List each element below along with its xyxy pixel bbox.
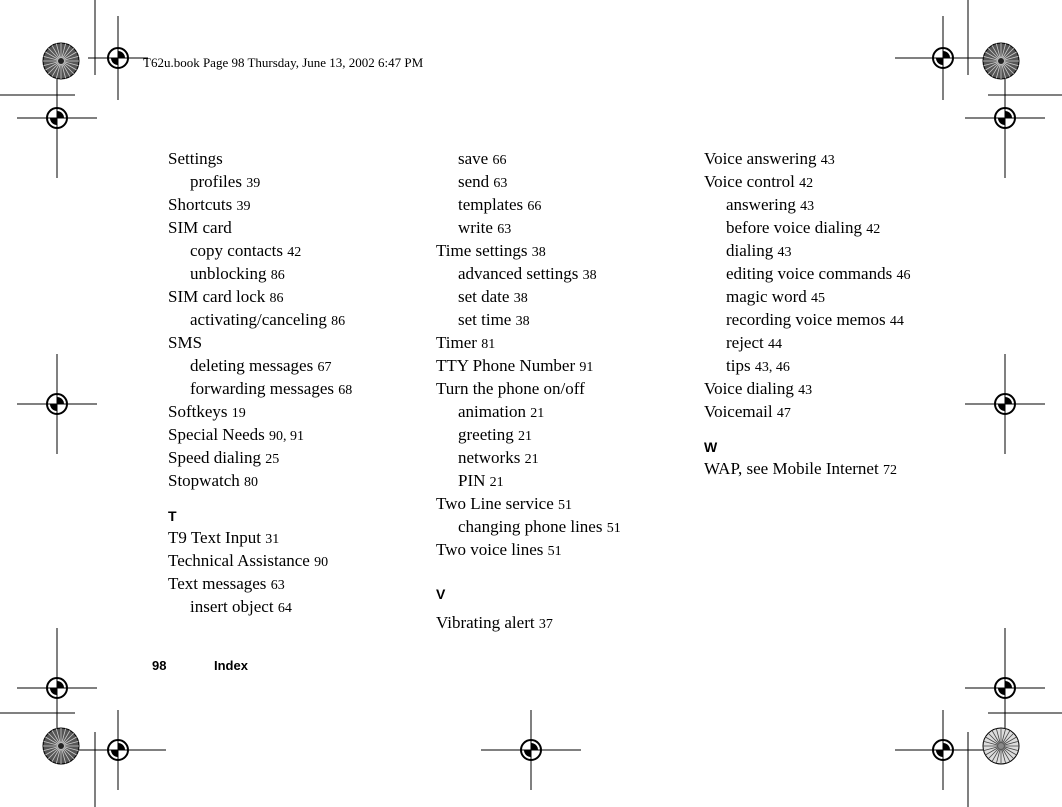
index-page-ref: 21	[489, 475, 504, 490]
index-term: Two Line service	[436, 494, 554, 513]
index-entry	[436, 377, 686, 400]
index-page-ref: 47	[776, 406, 791, 421]
index-entry	[168, 526, 418, 549]
index-term: Vibrating alert	[436, 613, 535, 632]
index-subentry	[436, 285, 686, 308]
index-term: Voice dialing	[704, 379, 794, 398]
index-entry	[436, 492, 686, 515]
index-page-ref: 43	[820, 153, 835, 168]
index-term: changing phone lines	[458, 517, 603, 536]
index-term: Text messages	[168, 574, 267, 593]
index-subentry	[704, 308, 1004, 331]
index-entry	[168, 147, 418, 170]
index-term: Shortcuts	[168, 195, 233, 214]
index-page-ref: 31	[265, 532, 280, 547]
index-letter-heading: T	[168, 508, 177, 524]
index-term: answering	[726, 195, 796, 214]
index-page-ref: 42	[799, 176, 814, 191]
index-subentry	[436, 216, 686, 239]
index-term: magic word	[726, 287, 807, 306]
index-page-ref: 19	[231, 406, 246, 421]
index-subentry	[168, 354, 418, 377]
registration-target-icon	[88, 16, 148, 100]
index-term: before voice dialing	[726, 218, 862, 237]
index-column-3	[704, 147, 1004, 480]
index-page-ref: 63	[497, 222, 512, 237]
registration-target-icon	[895, 16, 991, 100]
index-entry	[168, 572, 418, 595]
index-entry	[168, 446, 418, 469]
index-subentry	[436, 262, 686, 285]
color-bar-starburst-icon	[43, 43, 79, 79]
index-page-ref: 38	[531, 245, 546, 260]
index-term: Settings	[168, 149, 223, 168]
index-page-ref: 72	[882, 463, 897, 478]
index-column-1	[168, 147, 418, 618]
index-page-ref: 68	[338, 383, 353, 398]
index-term: Two voice lines	[436, 540, 544, 559]
index-subentry	[436, 193, 686, 216]
index-page-ref: 86	[269, 291, 284, 306]
index-entry	[168, 216, 418, 239]
index-page-ref: 21	[524, 452, 539, 467]
index-term: set date	[458, 287, 510, 306]
index-page-ref: 81	[481, 337, 496, 352]
index-term: Voice answering	[704, 149, 817, 168]
index-page-ref: 37	[538, 617, 553, 632]
index-page-ref: 46	[896, 268, 911, 283]
index-entry	[168, 331, 418, 354]
book-header-note: T62u.book Page 98 Thursday, June 13, 2002 6:47 PM	[143, 55, 424, 70]
index-term: forwarding messages	[190, 379, 334, 398]
color-bar-starburst-icon	[983, 728, 1019, 764]
index-entry	[168, 423, 418, 446]
index-term: Time settings	[436, 241, 528, 260]
index-page-ref: 66	[527, 199, 542, 214]
index-page-ref: 38	[515, 314, 530, 329]
index-subentry	[436, 170, 686, 193]
index-term: SMS	[168, 333, 203, 352]
index-subentry	[704, 354, 1004, 377]
index-entry	[436, 354, 686, 377]
index-term: PIN	[458, 471, 486, 490]
index-page-ref: 38	[582, 268, 597, 283]
index-subentry	[704, 193, 1004, 216]
index-page-ref: 43	[777, 245, 792, 260]
index-entry	[436, 239, 686, 262]
index-subentry	[168, 170, 418, 193]
index-page-ref: 43, 46	[754, 360, 790, 375]
index-term: Softkeys	[168, 402, 228, 421]
index-subentry	[436, 423, 686, 446]
index-term: Turn the phone on/off	[436, 379, 585, 398]
index-term: Voicemail	[704, 402, 773, 421]
index-entry	[168, 400, 418, 423]
index-page-ref: 43	[800, 199, 815, 214]
index-page-ref: 21	[517, 429, 532, 444]
index-term: insert object	[190, 597, 274, 616]
index-page-ref: 80	[244, 475, 259, 490]
index-page-ref: 39	[236, 199, 251, 214]
index-entry	[168, 469, 418, 492]
index-term: Technical Assistance	[168, 551, 310, 570]
index-letter-heading: V	[436, 586, 446, 602]
index-page-ref: 64	[277, 601, 292, 616]
index-page-ref: 42	[866, 222, 881, 237]
index-page-ref: 51	[606, 521, 621, 536]
registration-target-icon	[70, 710, 166, 790]
index-entry	[704, 147, 1004, 170]
index-subentry	[704, 262, 1004, 285]
index-subentry	[436, 308, 686, 331]
index-page-ref: 45	[810, 291, 825, 306]
index-term: Stopwatch	[168, 471, 240, 490]
index-column-2	[436, 147, 686, 634]
color-bar-starburst-icon	[983, 43, 1019, 79]
index-page-ref: 67	[317, 360, 332, 375]
index-term: save	[458, 149, 489, 168]
index-page-ref: 66	[492, 153, 507, 168]
index-term: Timer	[436, 333, 477, 352]
index-subentry	[168, 377, 418, 400]
index-term: TTY Phone Number	[436, 356, 576, 375]
index-page-ref: 21	[530, 406, 545, 421]
index-subentry	[168, 239, 418, 262]
index-subentry	[704, 216, 1004, 239]
index-page-ref: 43	[798, 383, 813, 398]
footer-section-title: Index	[214, 658, 248, 673]
index-term: SIM card	[168, 218, 232, 237]
index-page-ref: 90, 91	[269, 429, 305, 444]
registration-target-icon	[895, 710, 991, 790]
index-subentry	[436, 515, 686, 538]
registration-target-icon	[17, 354, 97, 454]
index-term: send	[458, 172, 490, 191]
index-page-ref: 51	[547, 544, 562, 559]
index-entry	[436, 331, 686, 354]
index-subentry	[704, 285, 1004, 308]
index-entry	[436, 538, 686, 561]
index-term: SIM card lock	[168, 287, 266, 306]
index-page-ref: 63	[270, 578, 285, 593]
index-entry	[704, 170, 1004, 193]
index-term: copy contacts	[190, 241, 283, 260]
index-page-ref: 91	[579, 360, 594, 375]
index-page-ref: 42	[287, 245, 302, 260]
index-entry	[704, 400, 1004, 423]
index-term: recording voice memos	[726, 310, 886, 329]
index-term: networks	[458, 448, 521, 467]
index-term: greeting	[458, 425, 514, 444]
index-term: Voice control	[704, 172, 795, 191]
index-page-ref: 86	[331, 314, 346, 329]
index-subentry	[168, 308, 418, 331]
index-term: advanced settings	[458, 264, 579, 283]
index-subentry	[704, 331, 1004, 354]
index-page-ref: 51	[558, 498, 573, 513]
index-entry	[168, 285, 418, 308]
index-term: templates	[458, 195, 524, 214]
index-page-ref: 25	[265, 452, 280, 467]
index-page-ref: 86	[270, 268, 285, 283]
index-subentry	[168, 262, 418, 285]
index-entry	[168, 549, 418, 572]
index-term: reject	[726, 333, 764, 352]
index-term: dialing	[726, 241, 774, 260]
index-term: set time	[458, 310, 512, 329]
index-entry	[168, 193, 418, 216]
index-term: WAP, see Mobile Internet	[704, 459, 879, 478]
index-term: profiles	[190, 172, 242, 191]
index-subentry	[436, 446, 686, 469]
index-term: unblocking	[190, 264, 267, 283]
index-page-ref: 44	[889, 314, 904, 329]
index-page-ref: 63	[493, 176, 508, 191]
index-page-ref: 38	[513, 291, 528, 306]
index-term: deleting messages	[190, 356, 314, 375]
index-term: Speed dialing	[168, 448, 262, 467]
index-page-ref: 44	[768, 337, 782, 352]
footer-page-number: 98	[152, 658, 167, 673]
index-subentry	[704, 239, 1004, 262]
index-term: editing voice commands	[726, 264, 893, 283]
index-term: Special Needs	[168, 425, 265, 444]
color-bar-starburst-icon	[43, 728, 79, 764]
index-subentry	[168, 595, 418, 618]
index-term: animation	[458, 402, 526, 421]
index-entry	[704, 377, 1004, 400]
index-subentry	[436, 400, 686, 423]
index-entry	[704, 457, 1004, 480]
index-term: write	[458, 218, 493, 237]
index-page-ref: 90	[314, 555, 329, 570]
index-term: tips	[726, 356, 751, 375]
index-term: activating/canceling	[190, 310, 327, 329]
index-term: T9 Text Input	[168, 528, 261, 547]
index-subentry	[436, 147, 686, 170]
index-letter-heading: W	[704, 439, 718, 455]
index-page-ref: 39	[246, 176, 261, 191]
index-subentry	[436, 469, 686, 492]
index-entry	[436, 611, 686, 634]
registration-target-icon	[481, 710, 581, 790]
